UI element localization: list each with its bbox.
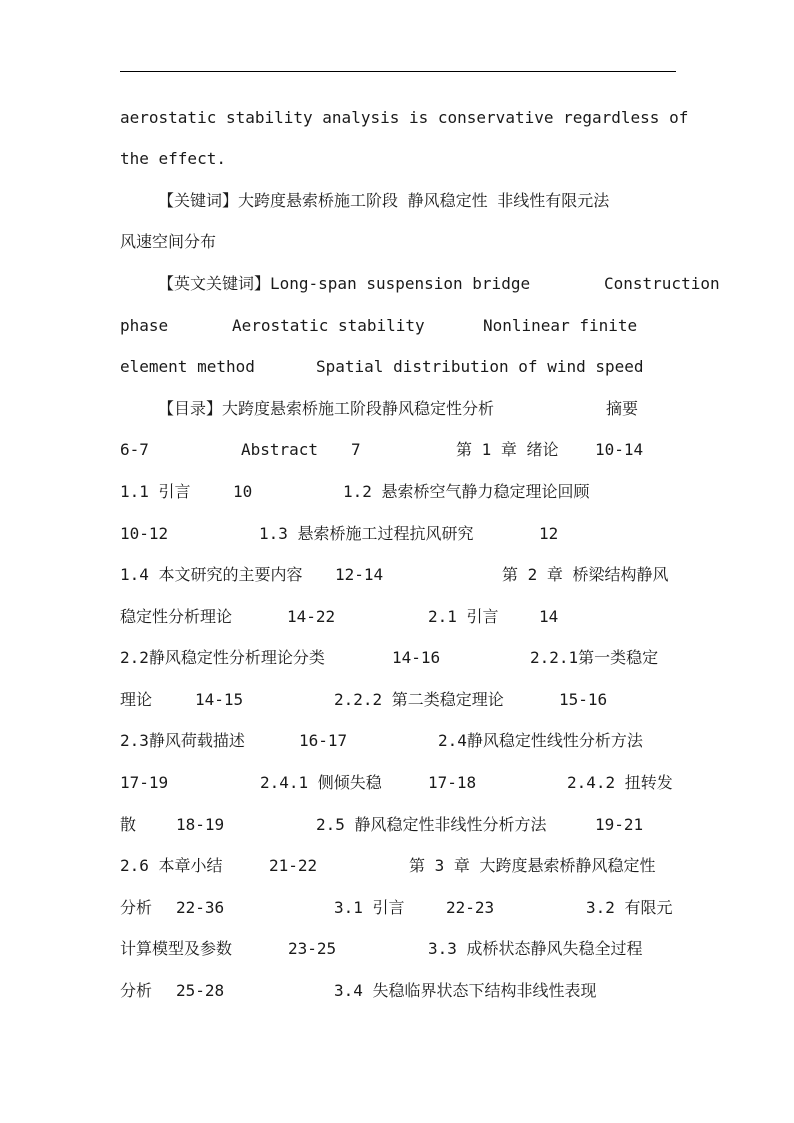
text-segment: 14-16 — [392, 648, 441, 667]
text-segment: 2.4.1 侧倾失稳 — [260, 773, 382, 792]
text-line — [120, 352, 794, 382]
text-segment: 21-22 — [269, 856, 318, 875]
text-segment: 3.1 引言 — [334, 898, 405, 917]
text-segment: 散 — [120, 815, 137, 834]
text-segment: 17-19 — [120, 773, 169, 792]
text-segment: 2.4静风稳定性线性分析方法 — [438, 731, 643, 750]
text-segment: 16-17 — [299, 731, 348, 750]
text-segment: Nonlinear finite — [483, 316, 638, 335]
toc-line — [120, 976, 794, 1006]
text-segment: 2.4.2 扭转发 — [567, 773, 673, 792]
english-keywords-line — [120, 269, 794, 299]
toc-line — [120, 726, 794, 756]
header-rule — [120, 71, 676, 72]
text-segment: 2.2.1第一类稳定 — [530, 648, 659, 667]
text-segment: 2.5 静风稳定性非线性分析方法 — [316, 815, 547, 834]
text-segment: 10-14 — [595, 440, 644, 459]
text-segment: 【目录】大跨度悬索桥施工阶段静风稳定性分析 — [158, 399, 495, 418]
text-segment: Abstract — [241, 440, 319, 459]
text-segment: 23-25 — [288, 939, 337, 958]
text-line — [120, 311, 794, 341]
text-segment: 计算模型及参数 — [120, 939, 233, 958]
text-segment: element method — [120, 357, 255, 376]
text-segment: phase — [120, 316, 169, 335]
text-segment: 3.4 失稳临界状态下结构非线性表现 — [334, 981, 597, 1000]
toc-line — [120, 893, 794, 923]
text-segment: 分析 — [120, 898, 153, 917]
text-segment: 22-36 — [176, 898, 225, 917]
text-segment: 1.1 引言 — [120, 482, 191, 501]
text-segment: 12 — [539, 524, 559, 543]
keywords-line — [120, 186, 794, 216]
text-segment: 第 2 章 桥梁结构静风 — [502, 565, 669, 584]
text-segment: Spatial distribution of wind speed — [316, 357, 644, 376]
text-segment: 理论 — [120, 690, 153, 709]
text-segment: 22-23 — [446, 898, 495, 917]
toc-line — [120, 643, 794, 673]
text-segment: 6-7 — [120, 440, 149, 459]
toc-line — [120, 685, 794, 715]
text-segment: 14-22 — [287, 607, 336, 626]
toc-line — [120, 851, 794, 881]
text-segment: 10-12 — [120, 524, 169, 543]
text-segment: 分析 — [120, 981, 153, 1000]
text-segment: 19-21 — [595, 815, 644, 834]
text-line — [120, 103, 794, 133]
text-segment: 14-15 — [195, 690, 244, 709]
text-segment: 第 3 章 大跨度悬索桥静风稳定性 — [409, 856, 656, 875]
text-segment: 7 — [351, 440, 361, 459]
text-segment: 3.2 有限元 — [586, 898, 673, 917]
toc-line — [120, 519, 794, 549]
text-segment: the effect. — [120, 149, 226, 168]
text-segment: 3.3 成桥状态静风失稳全过程 — [428, 939, 643, 958]
text-segment: 摘要 — [606, 399, 639, 418]
text-line — [120, 227, 794, 257]
toc-line — [120, 768, 794, 798]
text-segment: 稳定性分析理论 — [120, 607, 233, 626]
toc-line — [120, 810, 794, 840]
text-line — [120, 144, 794, 174]
text-segment: 25-28 — [176, 981, 225, 1000]
toc-line — [120, 560, 794, 590]
text-segment: Aerostatic stability — [232, 316, 425, 335]
text-segment: 15-16 — [559, 690, 608, 709]
text-segment: 1.2 悬索桥空气静力稳定理论回顾 — [343, 482, 590, 501]
text-segment: 1.3 悬索桥施工过程抗风研究 — [259, 524, 474, 543]
text-segment: 17-18 — [428, 773, 477, 792]
toc-line — [120, 934, 794, 964]
toc-line — [120, 477, 794, 507]
text-segment: 2.3静风荷载描述 — [120, 731, 245, 750]
toc-line — [120, 602, 794, 632]
text-segment: 10 — [233, 482, 253, 501]
text-segment: Construction — [604, 274, 720, 293]
text-segment: aerostatic stability analysis is conservative regardless of — [120, 108, 689, 127]
text-segment: 2.1 引言 — [428, 607, 499, 626]
text-segment: 1.4 本文研究的主要内容 — [120, 565, 303, 584]
text-segment: 风速空间分布 — [120, 232, 217, 251]
toc-line — [120, 435, 794, 465]
text-segment: 18-19 — [176, 815, 225, 834]
text-segment: 2.2静风稳定性分析理论分类 — [120, 648, 325, 667]
text-segment: 2.6 本章小结 — [120, 856, 223, 875]
text-segment: 第 1 章 绪论 — [456, 440, 559, 459]
text-segment: 【英文关键词】Long-span suspension bridge — [158, 274, 531, 293]
text-segment: 14 — [539, 607, 559, 626]
text-segment: 【关键词】大跨度悬索桥施工阶段 静风稳定性 非线性有限元法 — [158, 191, 610, 210]
toc-heading-line — [120, 394, 794, 424]
text-segment: 2.2.2 第二类稳定理论 — [334, 690, 504, 709]
text-segment: 12-14 — [335, 565, 384, 584]
